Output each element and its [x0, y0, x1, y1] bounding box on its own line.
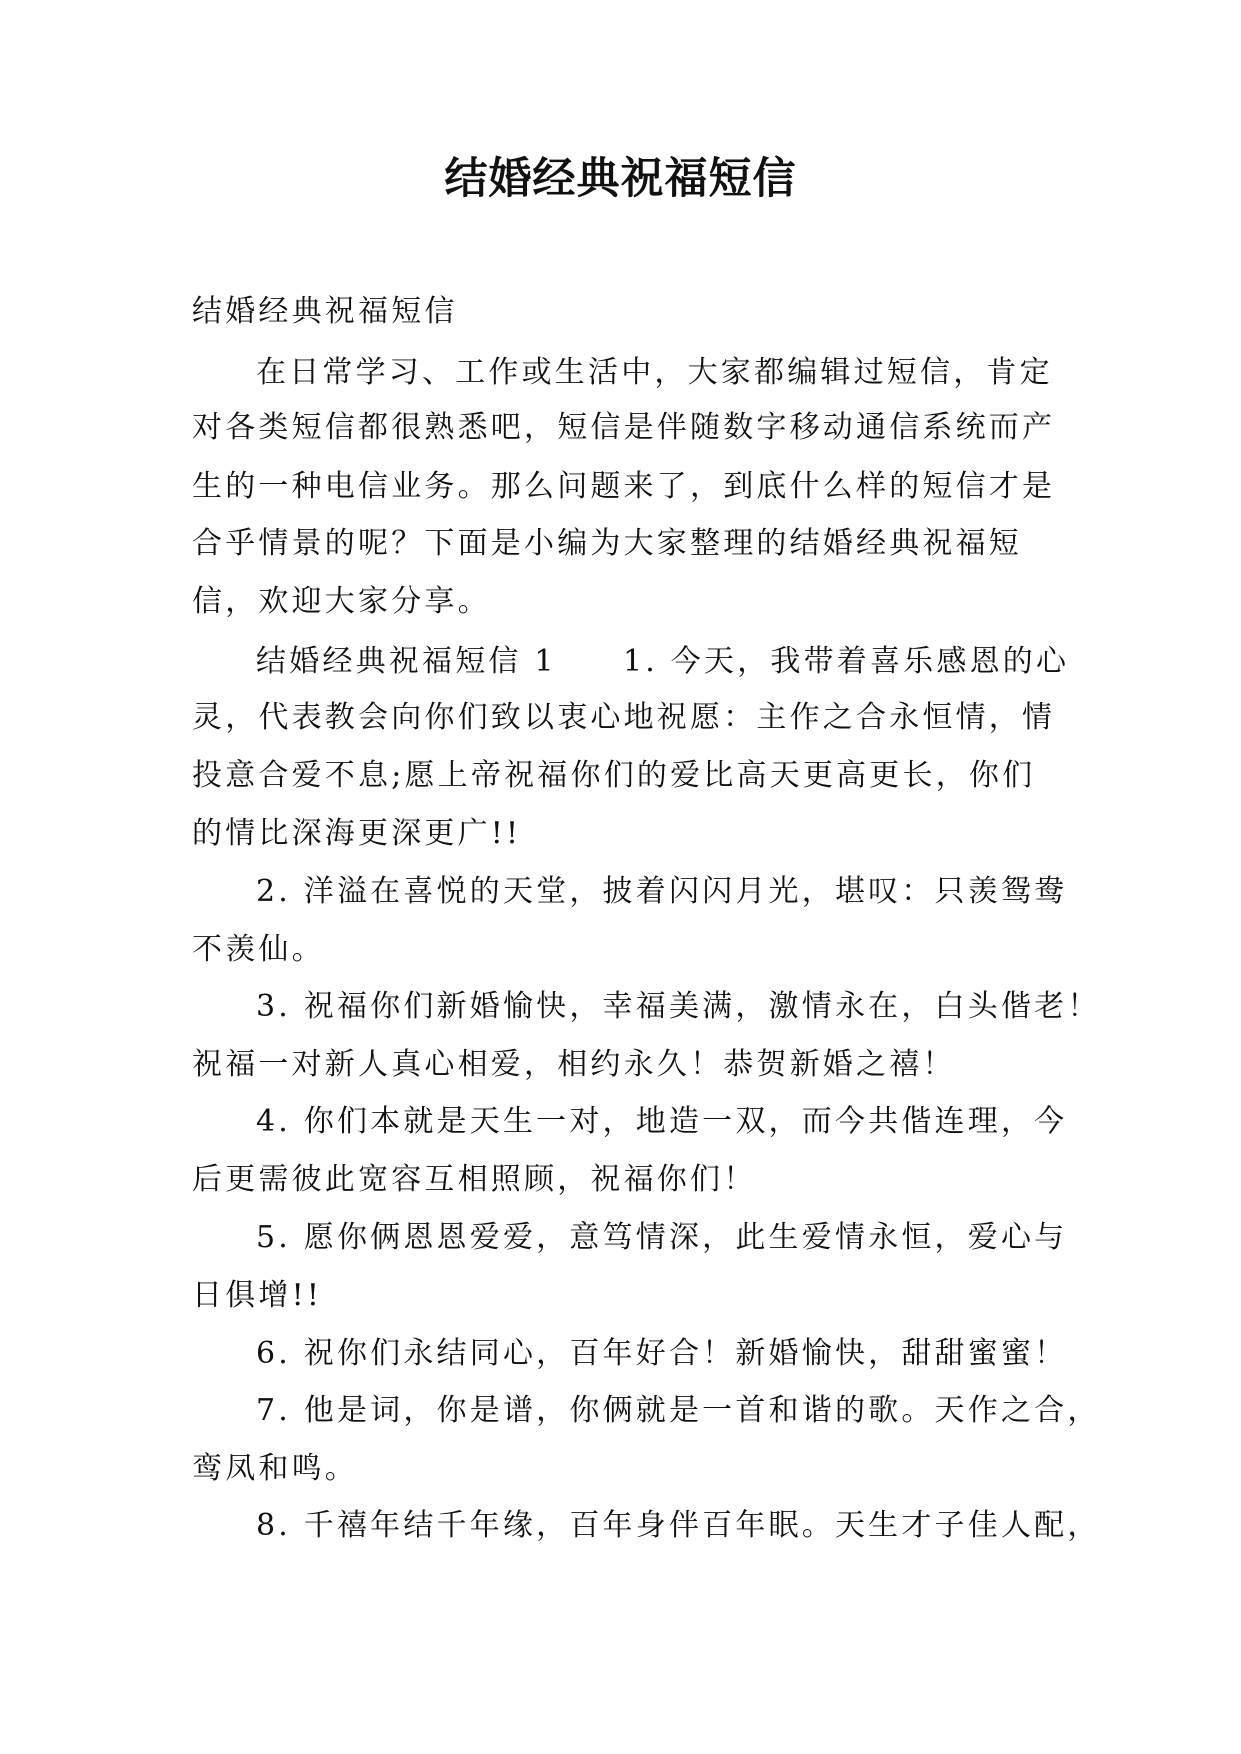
text-line: 7. 他是词，你是谱，你俩就是一首和谐的歌。天作之合，: [256, 1393, 1101, 1428]
text-line: 后更需彼此宽容互相照顾，祝福你们！: [192, 1162, 757, 1197]
text-line: 结婚经典祝福短信 1 1. 今天，我带着喜乐感恩的心: [256, 644, 1070, 679]
text-line: 5. 愿你俩恩恩爱爱，意笃情深，此生爱情永恒，爱心与: [256, 1220, 1068, 1255]
text-line: 4. 你们本就是天生一对，地造一双，而今共偕连理，今: [256, 1104, 1068, 1139]
text-line: 日俱增!!: [192, 1278, 323, 1313]
text-line: 对各类短信都很熟悉吧，短信是伴随数字移动通信系统而产: [192, 410, 1056, 445]
text-line: 生的一种电信业务。那么问题来了，到底什么样的短信才是: [192, 469, 1056, 504]
text-line: 投意合爱不息;愿上帝祝福你们的爱比高天更高更长，你们: [192, 758, 1036, 793]
text-line: 2. 洋溢在喜悦的天堂，披着闪闪月光，堪叹：只羡鸳鸯: [256, 874, 1068, 909]
text-line: 不羡仙。: [192, 932, 325, 967]
text-line: 3. 祝福你们新婚愉快，幸福美满，激情永在，白头偕老！: [256, 989, 1101, 1024]
text-line: 合乎情景的呢？下面是小编为大家整理的结婚经典祝福短: [192, 526, 1022, 561]
text-line: 鸾凤和鸣。: [192, 1451, 358, 1486]
text-line: 灵，代表教会向你们致以衷心地祝愿：主作之合永恒情，情: [192, 700, 1056, 735]
text-line: 信，欢迎大家分享。: [192, 584, 491, 619]
text-line: 的情比深海更深更广!!: [192, 816, 522, 851]
text-line: 8. 千禧年结千年缘，百年身伴百年眠。天生才子佳人配，: [256, 1508, 1101, 1543]
text-line: 在日常学习、工作或生活中，大家都编辑过短信，肯定: [256, 355, 1053, 390]
document-title: 结婚经典祝福短信: [444, 154, 797, 204]
text-line: 祝福一对新人真心相爱，相约永久！恭贺新婚之禧！: [192, 1047, 956, 1082]
text-line: 结婚经典祝福短信: [192, 294, 458, 329]
text-line: 6. 祝你们永结同心，百年好合！新婚愉快，甜甜蜜蜜！: [256, 1336, 1068, 1371]
